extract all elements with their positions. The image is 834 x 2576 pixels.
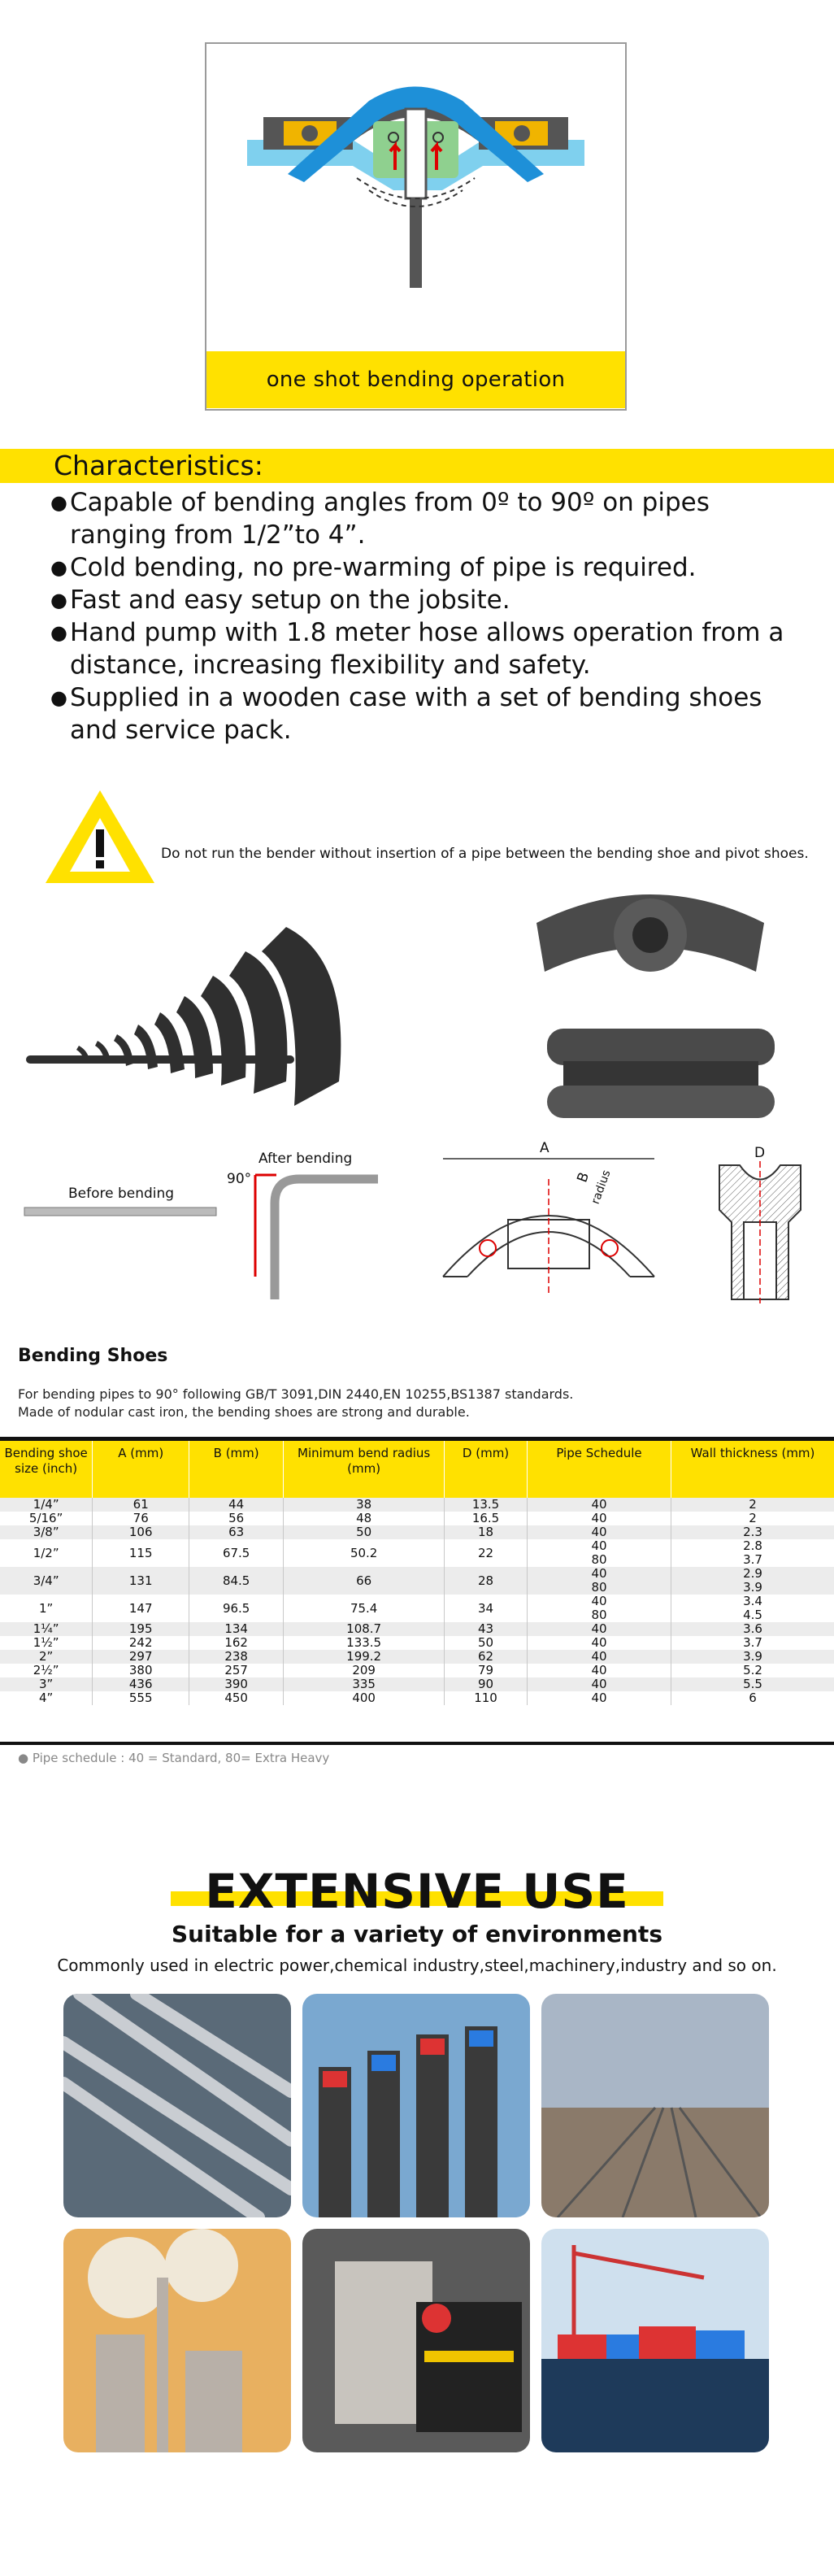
characteristics-list: [50, 486, 798, 746]
extensive-use-description: Commonly used in electric power,chemical industry,steel,machinery,industry and so on.: [57, 1956, 777, 1975]
table-cell: 40: [527, 1512, 671, 1525]
table-cell: 50.2: [284, 1539, 445, 1567]
characteristic-item: ● Supplied in a wooden case with a set of bending shoes and service pack.: [50, 681, 798, 746]
dimension-d-label: D: [754, 1145, 766, 1161]
bending-shoe-section-drawing: [715, 1161, 805, 1303]
before-bending-label: Before bending: [68, 1186, 175, 1202]
table-cell: 48: [284, 1512, 445, 1525]
table-cell: 242: [93, 1636, 189, 1650]
table-cell: 40: [527, 1691, 671, 1705]
table-row: [0, 1539, 834, 1567]
table-cell: 134: [189, 1622, 284, 1636]
table-cell: 50: [445, 1636, 528, 1650]
straight-pipe-drawing: [23, 1205, 218, 1218]
table-cell: 380: [93, 1664, 189, 1677]
bending-shoes-description: [18, 1386, 573, 1421]
extensive-use-title: EXTENSIVE USE: [205, 1864, 629, 1919]
header-shoe-size: Bending shoe size (inch): [0, 1441, 93, 1498]
table-row: [0, 1677, 834, 1691]
table-cell: 106: [93, 1525, 189, 1539]
table-cell: 28: [445, 1567, 528, 1595]
table-cell: 2.9 3.9: [671, 1567, 834, 1595]
table-row: [0, 1525, 834, 1539]
table-cell: 147: [93, 1595, 189, 1622]
table-cell: 22: [445, 1539, 528, 1567]
table-cell: 40 80: [527, 1539, 671, 1567]
table-cell: 390: [189, 1677, 284, 1691]
table-cell: 335: [284, 1677, 445, 1691]
table-cell: 84.5: [189, 1567, 284, 1595]
table-cell: 2: [671, 1512, 834, 1525]
table-row: [0, 1664, 834, 1677]
table-cell: 5.5: [671, 1677, 834, 1691]
table-cell: 3/8”: [0, 1525, 93, 1539]
characteristic-item: ● Capable of bending angles from 0º to 90º on pipes ranging from 1/2”to 4”.: [50, 486, 798, 551]
table-cell: 3.9: [671, 1650, 834, 1664]
table-cell: 43: [445, 1622, 528, 1636]
table-cell: 2”: [0, 1650, 93, 1664]
railway-photo: [541, 1994, 769, 2217]
table-cell: 56: [189, 1512, 284, 1525]
table-cell: 13.5: [445, 1498, 528, 1512]
dimension-b-label: B: [574, 1170, 593, 1185]
table-cell: 2: [671, 1498, 834, 1512]
table-cell: 1/4”: [0, 1498, 93, 1512]
table-row: [0, 1650, 834, 1664]
dimension-a-label: A: [540, 1140, 549, 1156]
table-cell: 555: [93, 1691, 189, 1705]
table-cell: 6: [671, 1691, 834, 1705]
bending-shoe-technical-drawing: [439, 1155, 658, 1297]
table-cell: 50: [284, 1525, 445, 1539]
header-pipe-schedule: Pipe Schedule: [527, 1441, 671, 1498]
table-cell: 16.5: [445, 1512, 528, 1525]
table-cell: 1”: [38, 1600, 54, 1616]
header-a: A (mm): [93, 1441, 189, 1498]
table-cell: 436: [93, 1677, 189, 1691]
table-cell: 40: [527, 1525, 671, 1539]
pipe-schedule-note: ● Pipe schedule : 40 = Standard, 80= Extra Heavy: [18, 1751, 330, 1765]
table-cell: 2.3: [671, 1525, 834, 1539]
table-cell: 62: [445, 1650, 528, 1664]
table-cell: 34: [445, 1595, 528, 1622]
table-cell: 96.5: [189, 1595, 284, 1622]
table-row: [0, 1691, 834, 1705]
table-cell: 297: [93, 1650, 189, 1664]
bending-shoes-title: Bending Shoes: [18, 1346, 168, 1366]
table-cell: 90: [445, 1677, 528, 1691]
warning-triangle-icon: [42, 787, 158, 886]
bending-operation-illustration: [206, 44, 625, 353]
table-cell: 1½”: [33, 1635, 59, 1650]
table-cell: 18: [445, 1525, 528, 1539]
characteristic-item: ● Hand pump with 1.8 meter hose allows operation from a distance, increasing flexibility and safety.: [50, 616, 798, 681]
diagram-caption: one shot bending operation: [206, 351, 625, 408]
table-cell: 1¼”: [0, 1622, 93, 1636]
table-row: [0, 1498, 834, 1512]
after-bending-label: After bending: [258, 1151, 353, 1167]
characteristics-title: Characteristics:: [54, 450, 263, 481]
chemical-plant-photo: [63, 2229, 291, 2452]
table-cell: 3”: [0, 1677, 93, 1691]
table-cell: 238: [189, 1650, 284, 1664]
table-cell: 5.2: [671, 1664, 834, 1677]
table-cell: 2½”: [33, 1663, 59, 1677]
table-cell: 162: [189, 1636, 284, 1650]
table-cell: 40: [527, 1677, 671, 1691]
table-row: [0, 1636, 834, 1650]
bent-pipe-drawing: [244, 1171, 382, 1301]
table-bottom-rule: [0, 1742, 834, 1745]
table-cell: 63: [189, 1525, 284, 1539]
table-cell: 40 80: [527, 1595, 671, 1622]
table-cell: 44: [189, 1498, 284, 1512]
table-cell: 1/2”: [33, 1545, 59, 1560]
table-cell: 40: [527, 1636, 671, 1650]
header-min-radius: Minimum bend radius (mm): [284, 1441, 445, 1498]
table-cell: 2.8 3.7: [671, 1539, 834, 1567]
description-line: For bending pipes to 90° following GB/T 3091,DIN 2440,EN 10255,BS1387 standards.: [18, 1386, 574, 1402]
table-cell: 40: [527, 1622, 671, 1636]
description-line: Made of nodular cast iron, the bending shoes are strong and durable.: [18, 1404, 470, 1420]
table-cell: 199.2: [284, 1650, 445, 1664]
table-cell: 131: [93, 1567, 189, 1595]
bending-shoe-spec-table: [0, 1441, 834, 1705]
table-cell: 115: [93, 1539, 189, 1567]
bending-shoe-top-photo: [528, 874, 772, 988]
table-cell: 3.4 4.5: [671, 1595, 834, 1622]
spec-table-body: [0, 1498, 834, 1705]
table-cell: 76: [93, 1512, 189, 1525]
table-cell: 40: [527, 1650, 671, 1664]
table-row: [0, 1595, 834, 1622]
table-cell: 257: [189, 1664, 284, 1677]
table-cell: 108.7: [284, 1622, 445, 1636]
bending-shoe-side-photo: [543, 1020, 779, 1126]
table-row: [0, 1512, 834, 1525]
header-wall-thickness: Wall thickness (mm): [671, 1441, 834, 1498]
table-cell: 40: [527, 1498, 671, 1512]
extensive-use-subtitle: Suitable for a variety of environments: [172, 1921, 662, 1947]
port-machinery-photo: [541, 2229, 769, 2452]
table-cell: 40: [527, 1664, 671, 1677]
table-cell: 40 80: [527, 1567, 671, 1595]
table-cell: 3.7: [671, 1636, 834, 1650]
pipes-industry-photo: [63, 1994, 291, 2217]
table-cell: 400: [284, 1691, 445, 1705]
table-cell: 4”: [38, 1690, 54, 1705]
steel-worker-photo: [302, 2229, 530, 2452]
table-row: [0, 1622, 834, 1636]
table-row: [0, 1567, 834, 1595]
electric-power-photo: [302, 1994, 530, 2217]
table-cell: 3.6: [671, 1622, 834, 1636]
header-b: B (mm): [189, 1441, 284, 1498]
table-cell: 61: [93, 1498, 189, 1512]
table-cell: 5/16”: [28, 1511, 63, 1525]
bending-shoes-set-photo: [18, 919, 351, 1130]
table-cell: 133.5: [284, 1636, 445, 1650]
table-cell: 195: [93, 1622, 189, 1636]
characteristic-item: ● Fast and easy setup on the jobsite.: [50, 584, 798, 616]
table-cell: 209: [284, 1664, 445, 1677]
table-cell: 38: [284, 1498, 445, 1512]
characteristic-item: ● Cold bending, no pre-warming of pipe is required.: [50, 551, 798, 584]
header-d: D (mm): [445, 1441, 528, 1498]
angle-label: 90°: [227, 1171, 252, 1187]
table-cell: 450: [189, 1691, 284, 1705]
table-cell: 66: [284, 1567, 445, 1595]
table-cell: 3/4”: [0, 1567, 93, 1595]
table-cell: 110: [445, 1691, 528, 1705]
radius-label: radius: [589, 1168, 614, 1207]
warning-text: Do not run the bender without insertion of a pipe between the bending shoe and pivot shoes.: [161, 846, 809, 862]
table-cell: 67.5: [189, 1539, 284, 1567]
table-cell: 75.4: [284, 1595, 445, 1622]
table-cell: 79: [445, 1664, 528, 1677]
